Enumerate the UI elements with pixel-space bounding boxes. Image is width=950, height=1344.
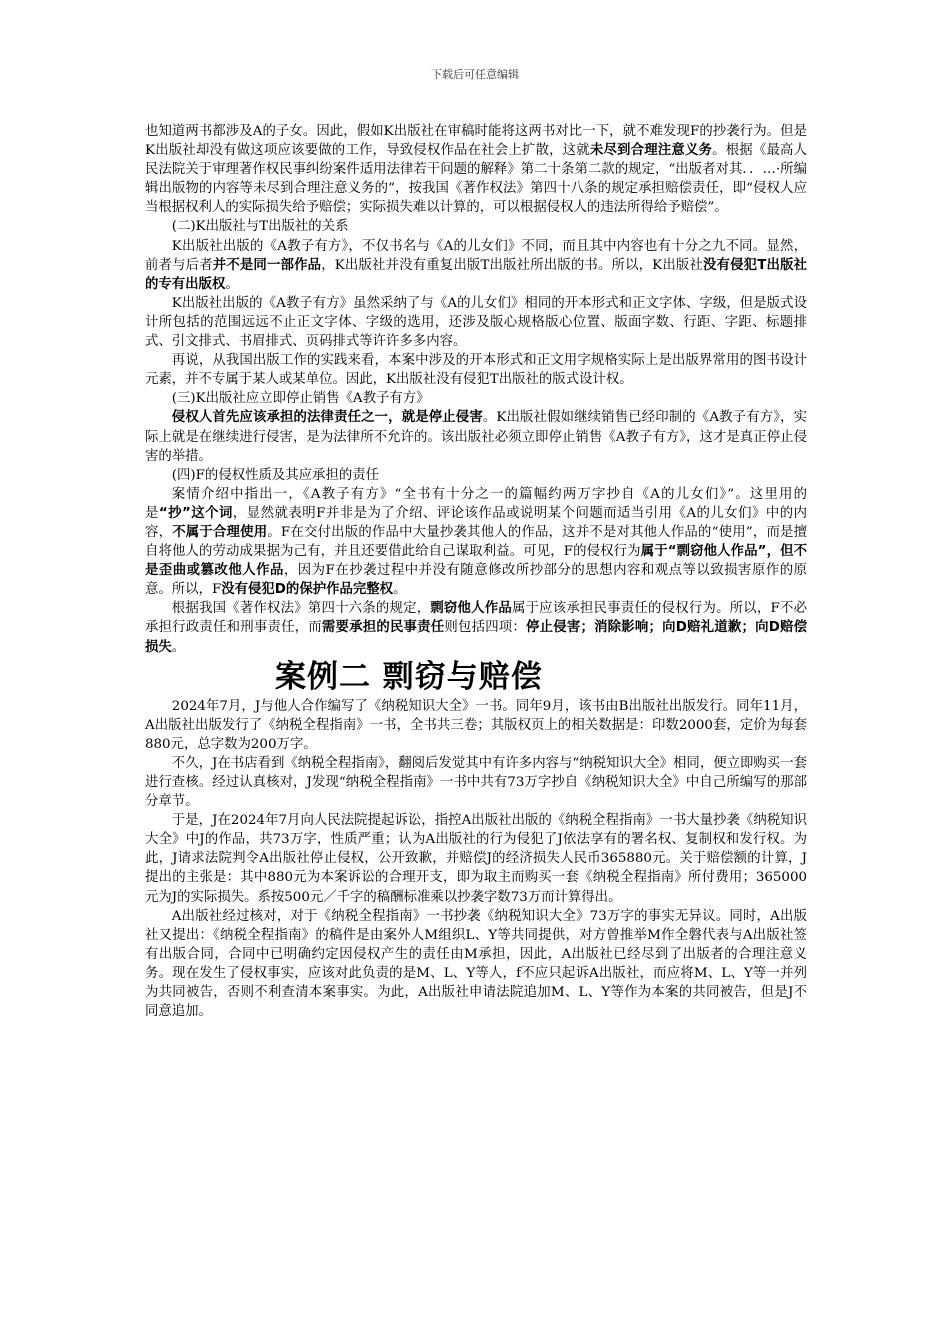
paragraph	[145, 408, 807, 465]
text-run: 根据我国《著作权法》第四十六条的规定，	[171, 601, 431, 617]
text-run: 于是，J在2024年7月向人民法院提起诉讼，指控A出版社出版的《纳税全程指南》一书大量抄袭《纳税知识大全》中J的作品，共73万字，性质严重；认为A出版社的行为侵犯了J依法享有的署名权、复制权和发行权。为此，J请求法院判令A出版社停止侵权，公开致歉，并赔偿J的经济损失人民币365880元。关于赔偿额的计算，J提出的主张是：其中880元为本案诉讼的合理开支，即为取主而购买一套《纳税全程指南》所付费用；365000元为J的实际损失。系按500元／千字的稿酬标准乘以抄袭字数73万而计算得出。	[145, 813, 807, 905]
bold-text: 未尽到合理注意义务	[589, 143, 713, 159]
paragraph	[145, 466, 807, 485]
bold-text: “抄”这个词	[158, 505, 233, 521]
bold-text: 没有侵犯D的保护作品完整权	[221, 582, 394, 598]
text-run: ，K出版社并没有重复出版T出版社所出版的书。所以，K出版社	[321, 257, 704, 273]
text-run: 也知道两书都涉及A的子女。因此，假如K出版社在审稿时能将这两书对比一下，就不难发现F的抄袭行为。但是K出版社却没有做这项应该要做的工作，导致侵权作品在社会上扩散，这就	[145, 124, 807, 159]
paragraph	[145, 907, 807, 1022]
text-run: 。根据《最高人民法院关于审理著作权民事纠纷案件适用法律若干问题的解释》第二十条第二款的规定，“出版者对其．．…·所编辑出版物的内容等未尽到合理注意义务的”，按我国《著作权法》第四十八条的规定承担赔偿责任，即“侵权人应当根据权利人的实际损失给予赔偿；实际损失难以计算的，可以根据侵权人的违法所得给予赔偿”。	[145, 143, 807, 216]
text-run: A出版社经过核对，对于《纳税全程指南》一书抄袭《纳税知识大全》73万字的事实无异议。同时，A出版社又提出：《纳税全程指南》的稿件是由案外人M组织L、Y等共同提供，对方曾推举M作全磐代表与A出版社签有出版合同，合同中已明确约定因侵权产生的责任由M承担，因此，A出版社已经尽到了出版者的合理注意义务。现在发生了侵权事实，应该对此负责的是M、L、Y等人，f不应只起诉A出版社，而应将M、L、Y等一并列为共同被告，否则不利查清本案事实。为此，A出版社申请法院追加M、L、Y等作为本案的共同被告，但是J不同意追加。	[145, 908, 807, 1020]
document-body	[145, 122, 807, 1021]
text-run: K出版社出版的《A教子有方》虽然采纳了与《A的儿女们》相同的开本形式和正文字体、字级，但是版式设计所包括的范围远远不止正文字体、字级的选用，还涉及版心规格版心位置、版面字数、行距、字距、标题排式、引文排式、书眉排式、页码排式等许许多多内容。	[145, 295, 807, 350]
text-run: 。F在交付出版的作品中大量抄袭其他人的作品，这并不是对其他人作品的“使用”，而是擅自将他人的劳动成果据为己有，并且还要借此给自己谋取利益。可见，F的侵权行为	[145, 524, 808, 560]
paragraph	[145, 599, 807, 656]
bold-text: 并不是同一部作品	[212, 257, 322, 273]
paragraph	[145, 217, 807, 236]
paragraph	[145, 122, 807, 217]
text-run: 。	[225, 276, 239, 292]
text-run: 则包括四项：	[444, 620, 527, 636]
text-run: ，显然就表明F并非是为了介绍、评论该作品或说明某个问题而适当引用《A的儿女们》中的内容，	[145, 505, 808, 540]
text-run: (二)K出版社与T出版社的关系	[171, 219, 349, 235]
text-run: (三)K出版社应立即停止销售《A教子有方》	[171, 391, 430, 407]
text-run: 案例二 剽窃与赔偿	[275, 658, 543, 695]
paragraph	[145, 351, 807, 389]
text-run: 不久，J在书店看到《纳税全程指南》，翻阅后发觉其中有许多内容与“纳税知识大全》相同，便立即购买一套进行查核。经过认真核对，J发现“纳税全程指南》一书中共有73万字抄自《纳税知识大全》中自己所编写的那部分章节。	[145, 755, 807, 810]
bold-text: 剽窃他人作品	[430, 601, 512, 617]
paragraph	[145, 811, 807, 906]
bold-text: 停止侵害；消除影响；向D赔礼道歉；向D赔偿损失	[145, 620, 808, 655]
text-run: 再说，从我国出版工作的实践来看，本案中涉及的开本形式和正文用字规格实际上是出版界常用的图书设计元素，并不专属于某人或某单位。因此，K出版社没有侵犯T出版社的版式设计权。	[145, 353, 807, 388]
paragraph	[145, 485, 807, 600]
text-run: 属于应该承担民事责任的侵权行为。所以，F不必承担行政责任和刑事责任，而	[145, 601, 807, 636]
page-header-note: 下载后可任意编辑	[431, 68, 519, 81]
section-heading	[145, 657, 807, 697]
bold-text: 没有侵犯T出版社的专有出版权	[145, 257, 808, 292]
paragraph	[145, 237, 807, 294]
text-run: 。K出版社假如继续销售已经印制的《A教子有方》，实际上就是在继续进行侵害，是为法律所不允许的。该出版社必须立即停止销售《A教子有方》，这才是真正停止侵害的举措。	[145, 410, 807, 464]
paragraph	[145, 294, 807, 351]
paragraph	[145, 754, 807, 811]
text-run: 案情介绍中指出一，《A教子有方》“全书有十分之一的篇幅约两万字抄自《A的儿女们》”。这里用的是	[145, 486, 807, 521]
bold-text: 侵权人首先应该承担的法律责任之一，就是停止侵害	[171, 410, 483, 426]
bold-text: 属于“剽窃他人作品”，但不是歪曲或篡改他人作品	[145, 544, 807, 579]
text-run: 。	[393, 582, 407, 598]
text-run: ，因为F在抄袭过程中并没有随意修改所抄部分的思想内容和观点等以致损害原作的原意。所以，F	[145, 563, 807, 598]
text-run: (四)F的侵权性质及其应承担的责任	[171, 467, 380, 483]
text-run: 2024年7月，J与他人合作编写了《纳税知识大全》一书。同年9月，该书由B出版社出版发行。同年11月，A出版社出版发行了《纳税全程指南》一书，全书共三卷；其版权页上的相关数据是：印数2000套，定价为每套880元，总字数为200万字。	[145, 698, 807, 752]
text-run: K出版社出版的《A教子有方》，不仅书名与《A的儿女们》不同，而且其中内容也有十分之九不同。显然，前者与后者	[145, 238, 807, 273]
paragraph	[145, 389, 807, 408]
paragraph	[145, 697, 807, 754]
bold-text: 需要承担的民事责任	[321, 620, 445, 636]
text-run: 。	[171, 639, 186, 655]
bold-text: 不属于合理使用	[172, 524, 268, 540]
